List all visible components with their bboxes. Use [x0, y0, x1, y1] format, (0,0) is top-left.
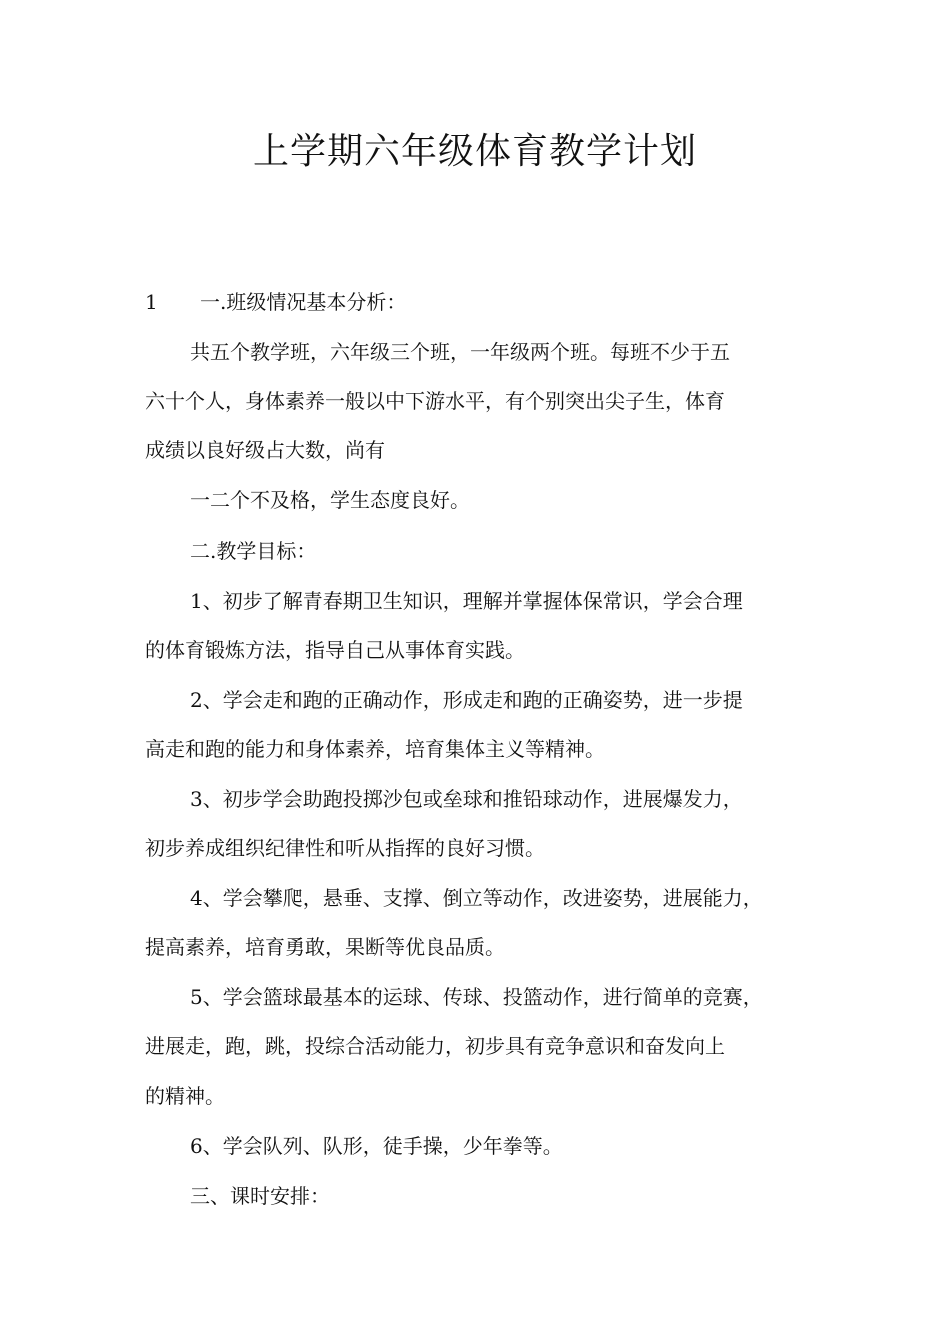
goal-item-6: 6、学会队列、队形，徒手操，少年拳等。	[190, 1134, 563, 1158]
goal-item-1-cont: 的体育锻炼方法，指导自己从事体育实践。	[145, 638, 525, 662]
goal-item-5: 5、学会篮球最基本的运球、传球、投篮动作，进行简单的竞赛，	[190, 985, 763, 1009]
goal-item-1: 1、初步了解青春期卫生知识，理解并掌握体保常识，学会合理	[190, 589, 743, 613]
section-heading-1: 一.班级情况基本分析：	[200, 290, 407, 314]
section-heading-2: 二.教学目标：	[190, 539, 317, 563]
paragraph-line: 一二个不及格，学生态度良好。	[190, 488, 470, 512]
goal-item-5-cont: 进展走，跑，跳，投综合活动能力，初步具有竞争意识和奋发向上	[145, 1034, 725, 1058]
goal-item-4-cont: 提高素养，培育勇敢，果断等优良品质。	[145, 935, 505, 959]
paragraph-line: 六十个人，身体素养一般以中下游水平，有个别突出尖子生，体育	[145, 389, 725, 413]
goal-item-2-cont: 高走和跑的能力和身体素养，培育集体主义等精神。	[145, 737, 605, 761]
list-number: 1	[145, 290, 158, 314]
paragraph-line: 成绩以良好级占大数，尚有	[145, 438, 385, 462]
section-heading-3: 三、课时安排：	[190, 1184, 330, 1208]
goal-item-2: 2、学会走和跑的正确动作，形成走和跑的正确姿势，进一步提	[190, 688, 743, 712]
goal-item-3: 3、初步学会助跑投掷沙包或垒球和推铅球动作，进展爆发力，	[190, 787, 743, 811]
goal-item-4: 4、学会攀爬，悬垂、支撑、倒立等动作，改进姿势，进展能力，	[190, 886, 763, 910]
goal-item-5-cont: 的精神。	[145, 1084, 225, 1108]
goal-item-3-cont: 初步养成组织纪律性和听从指挥的良好习惯。	[145, 836, 545, 860]
paragraph-line: 共五个教学班，六年级三个班，一年级两个班。每班不少于五	[190, 340, 730, 364]
document-title: 上学期六年级体育教学计划	[252, 131, 697, 172]
